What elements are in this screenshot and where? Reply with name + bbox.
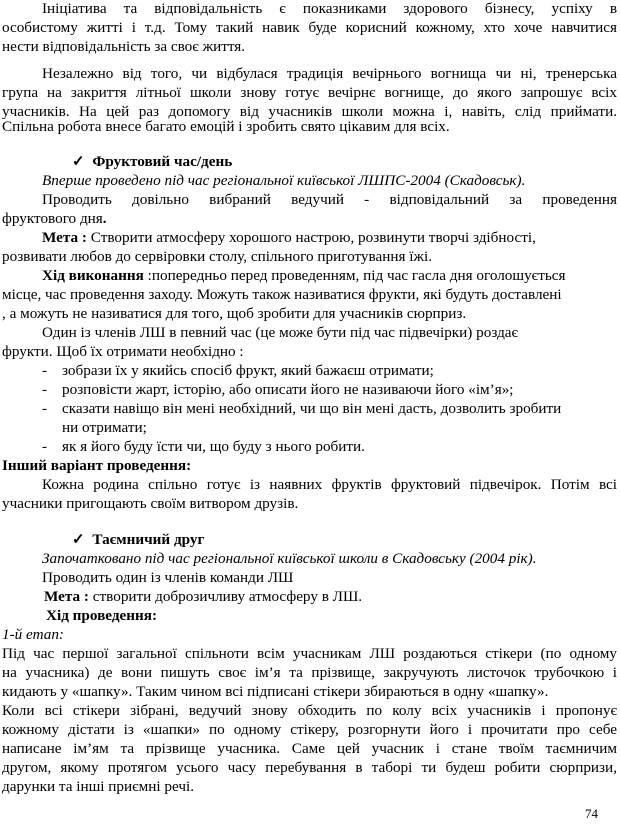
text-line: учасників. На цей раз допомогу від учасників школи можна і, навіть, слід приймати. bbox=[2, 103, 617, 120]
section-title: Фруктовий час/день bbox=[92, 153, 233, 170]
text-line: на учасника) де вони пишуть своє ім’я та прізвище, закручують листочок трубочкою і bbox=[2, 664, 617, 681]
text-line: учасники пригощають своїм витвором друзів. bbox=[2, 495, 299, 512]
text-line: дарунки та інші приємні речі. bbox=[2, 778, 195, 795]
text-line: Спільна робота внесе багато емоцій і зробить свято цікавим для всіх. bbox=[2, 118, 450, 135]
text-line: Незалежно від того, чи відбулася традиція вечірнього вогнища чи ні, тренерська bbox=[42, 65, 617, 82]
text-line: Ініціатива та відповідальність є показниками здорового бізнесу, успіху в bbox=[42, 0, 617, 17]
text-line: розвивати любов до сервіровки столу, спільного приготування їжі. bbox=[2, 248, 432, 265]
text-line: місце, час проведення заходу. Можуть також називатися фрукти, які будуть доставлені bbox=[2, 286, 562, 303]
procedure-label: Хід виконання bbox=[42, 267, 144, 284]
text-line: другом, якому протягом усього часу перебування в таборі ти будеш робити сюрпризи, bbox=[2, 759, 617, 776]
stage-label: 1-й етап: bbox=[2, 626, 64, 643]
alternative-heading: Інший варіант проведення: bbox=[2, 457, 192, 474]
text-line: Кожна родина спільно готує із наявних фруктів фруктовий підвечірок. Потім всі bbox=[42, 476, 617, 493]
document-page: Ініціатива та відповідальність є показниками здорового бізнесу, успіху в особистому житті і т.д. Тому такий навик буде корисний кожному, хто хоче навчитися нести відповідальність за своє життя. Незалежно від того, чи відбулася традиція вечірнього вогнища чи ні, тренерська група на закриття літньої школи знову готує вечірнє вогнище, до якого запрошує всіх учасників. На цей раз допомогу від учасників школи можна і, навіть, слід приймати. Спільна робота внесе багато емоцій і зробить свято цікавим для всіх. ✓ Фруктовий час/день Вперше проведено під час регіональної київської ЛШПС-2004 (Скадовськ). Проводить довільно вибраний ведучий - відповідальний за проведення фруктового дня. Мета : Створити атмосферу хорошого настрою, розвинути творчі здібності, розвивати любов до сервіровки столу, спільного приготування їжі. Хід виконання :попередньо перед проведенням, під час гасла дня оголошується місце, час проведення заходу. Можуть також називатися фрукти, які будуть доставлені , а можуть не називатися для того, щоб зробити для учасників сюрприз. Один із членів ЛШ в певний час (це може бути під час підвечірки) роздає фрукти. Щоб їх отримати необхідно : - зобрази їх у якийсь спосіб фрукт, який бажаєш отримати; - розповісти жарт, історію, або описати його не називаючи його «ім’я»; - сказати навіщо він мені необхідний, чи що він мені дасть, дозволить зробити ни отримати; - як я його буду їсти чи, що буду з нього робити. Інший варіант проведення: Кожна родина спільно готує із наявних фруктів фруктовий підвечірок. Потім всі учасники пригощають своїм витвором друзів. ✓ Таємничий друг Започатковано під час регіональної київської школи в Скадовську (2004 рік). Проводить один із членів команди ЛШ Мета : створити доброзичливу атмосферу в ЛШ. Хід проведення: 1-й етап: Під час першої загальної спільноти всім учасникам ЛШ роздаються стікери (по одному на учасника) де вони пишуть своє ім’я та прізвище, закручують листочок трубочкою і кидають у «шапку». Таким чином всі підписані стікери збираються в одну «шапку». Коли всі стікери зібрані, ведучий знову обходить по колу всіх учасників і пропонує кожному дістати із «шапки» по одному стікеру, розгорнути його і прочитати про себе написане ім’ям та прізвище учасника. Саме цей учасник і стане твоїм таємничим другом, якому протягом усього часу перебування в таборі ти будеш робити сюрпризи, дарунки та інші приємні речі. 74 bbox=[0, 0, 620, 825]
dash-bullet: - bbox=[42, 362, 48, 379]
text-line: кожному дістати із «шапки» по одному стікеру, розгорнути його і прочитати про себе bbox=[2, 721, 617, 738]
section-heading-fruit-day bbox=[72, 152, 617, 171]
checkmark-icon: ✓ bbox=[72, 531, 85, 548]
list-item-continuation: ни отримати; bbox=[62, 419, 147, 436]
text-line: написане ім’ям та прізвище учасника. Саме цей учасник і стане твоїм таємничим bbox=[2, 740, 617, 757]
procedure-line: Хід виконання :попередньо перед проведенням, під час гасла дня оголошується bbox=[42, 267, 566, 284]
text-line: , а можуть не називатися для того, щоб зробити для учасників сюрприз. bbox=[2, 305, 467, 322]
text-line: Під час першої загальної спільноти всім учасникам ЛШ роздаються стікери (по одному bbox=[2, 645, 617, 662]
text-line: Проводить довільно вибраний ведучий - відповідальний за проведення bbox=[42, 191, 617, 208]
goal-label: Мета : bbox=[44, 588, 89, 605]
text-line: особистому житті і т.д. Тому такий навик буде корисний кожному, хто хоче навчитися bbox=[2, 19, 617, 36]
text-line: Коли всі стікери зібрані, ведучий знову обходить по колу всіх учасників і пропонує bbox=[2, 702, 617, 719]
checkmark-icon: ✓ bbox=[72, 153, 85, 170]
goal-line: Мета : створити доброзичливу атмосферу в ЛШ. bbox=[44, 588, 363, 605]
text-line: Один із членів ЛШ в певний час (це може бути під час підвечірки) роздає bbox=[42, 324, 519, 341]
goal-label: Мета : bbox=[42, 229, 87, 246]
section-title: Таємничий друг bbox=[92, 531, 205, 548]
page-number: 74 bbox=[585, 806, 598, 821]
goal-line: Мета : Створити атмосферу хорошого настрою, розвинути творчі здібності, bbox=[42, 229, 536, 246]
dash-bullet: - bbox=[42, 438, 48, 455]
procedure-heading: Хід проведення: bbox=[46, 607, 158, 624]
origin-note: Започатковано під час регіональної київської школи в Скадовську (2004 рік). bbox=[42, 550, 537, 567]
text-line: фруктового дня. bbox=[2, 210, 107, 227]
dash-bullet: - bbox=[42, 400, 48, 417]
origin-note: Вперше проведено під час регіональної київської ЛШПС-2004 (Скадовськ). bbox=[42, 172, 526, 189]
text-line: група на закриття літньої школи знову готує вечірнє вогнище, до якого запрошує всіх bbox=[2, 84, 617, 101]
text-line: кидають у «шапку». Таким чином всі підписані стікери збираються в одну «шапку». bbox=[2, 683, 549, 700]
text-line: нести відповідальність за своє життя. bbox=[2, 38, 246, 55]
text-line: Проводить один із членів команди ЛШ bbox=[42, 569, 294, 586]
text-line: фрукти. Щоб їх отримати необхідно : bbox=[2, 343, 244, 360]
section-heading-secret-friend bbox=[72, 530, 617, 549]
dash-bullet: - bbox=[42, 381, 48, 398]
